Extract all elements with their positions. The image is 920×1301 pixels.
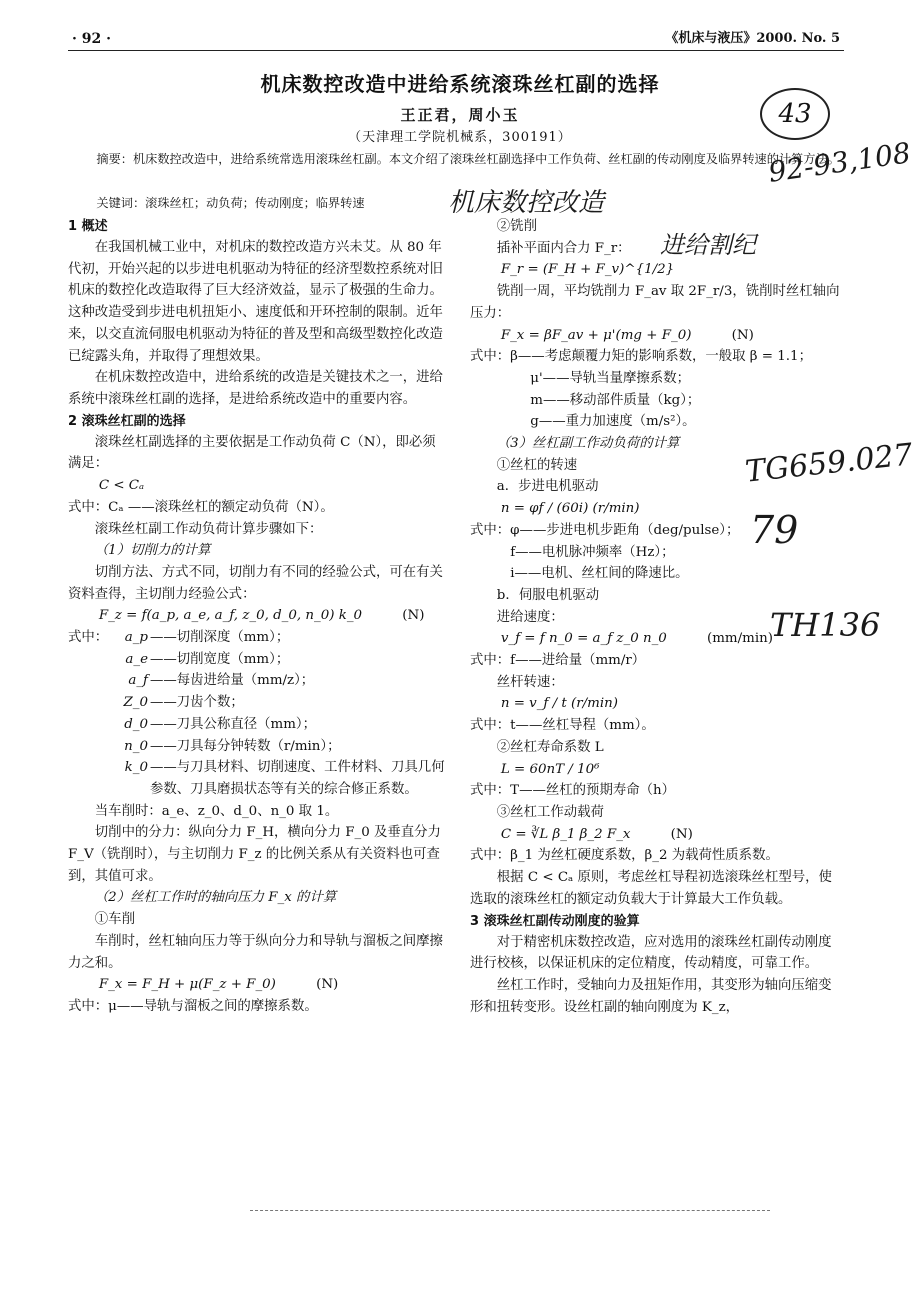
subsubsection-heading: ①丝杠的转速 xyxy=(496,457,578,473)
equation-text: v_f = f n_0 = a_f z_0 n_0 xyxy=(500,631,667,647)
handwritten-class-code-2: 79 xyxy=(750,508,799,552)
equation xyxy=(470,628,840,650)
variable-definition xyxy=(68,627,446,649)
subsubsection-heading: ②丝杠寿命系数 L xyxy=(496,739,604,755)
right-column xyxy=(470,216,840,1018)
variable-definition xyxy=(68,649,446,671)
variable-definition xyxy=(68,714,446,736)
definition: f——电机脉冲频率（Hz）； xyxy=(510,544,675,560)
definition: 式中：β_1 为丝杠硬度系数，β_2 为载荷性质系数。 xyxy=(470,848,779,864)
subsection-heading: （1）切削力的计算 xyxy=(94,543,211,559)
handwritten-note-2: 进给割纪 xyxy=(660,231,756,259)
where-label: 式中： xyxy=(68,630,109,646)
equation-text: F_x = F_H + μ(F_z + F_0) xyxy=(98,977,276,993)
definition: 式中：β——考虑颠覆力矩的影响系数，一般取 β = 1.1； xyxy=(470,349,812,365)
equation-unit: (N) xyxy=(402,608,425,624)
footer-scan-noise xyxy=(250,1210,770,1211)
paragraph: 铣削一周，平均铣削力 F_av 取 2F_r/3，铣削时丝杠轴向压力： xyxy=(470,284,840,321)
equation: L = 60nT / 10⁶ xyxy=(500,761,600,777)
variable-description: ——刀具每分钟转数（r/min）； xyxy=(150,738,341,754)
variable-symbol: a_f xyxy=(128,673,148,689)
variable-symbol: k_0 xyxy=(124,760,148,776)
definition: m——移动部件质量（kg）； xyxy=(530,392,701,408)
variable-symbol: Z_0 xyxy=(123,695,148,711)
equation-unit: (mm/min) xyxy=(707,631,773,647)
equation-text: F_z = f(a_p, a_e, a_f, z_0, d_0, n_0) k_0 xyxy=(98,608,363,624)
subsubsection-heading: ②铣削 xyxy=(496,219,537,234)
definition: g——重力加速度（m/s²）。 xyxy=(530,414,696,430)
variable-description: ——切削深度（mm）； xyxy=(150,630,290,646)
paragraph: 在我国机械工业中，对机床的数控改造方兴未艾。从 80 年代初，开始兴起的以步进电机驱动为特征的经济型数控系统对旧机床的数控化改造取得了巨大经济效益，显示了极强的生命力。这种改造受到步进电机扭矩小、速度低和开环控制的限制。近年来，以交直流伺服电机驱动为特征的普及型和高级型数控化改造已绽露头角，并取得了理想效果。 xyxy=(68,240,443,364)
subsubsection-heading: ③丝杠工作动载荷 xyxy=(496,804,604,820)
equation: n = v_f / t (r/min) xyxy=(500,696,619,712)
journal-name: 《机床与液压》2000. No. 5 xyxy=(665,31,840,46)
equation-text: C = ∛L β_1 β_2 F_x xyxy=(500,826,631,842)
variable-definition xyxy=(68,692,446,714)
paragraph: 丝杠工作时，受轴向力及扭矩作用，其变形为轴向压缩变形和扭转变形。设丝杠副的轴向刚度为 K_z， xyxy=(470,977,832,1015)
equation xyxy=(68,605,446,627)
equation: F_r = (F_H + F_v)^{1/2} xyxy=(500,262,675,278)
variable-symbol: n_0 xyxy=(124,738,148,754)
paragraph: 丝杆转速： xyxy=(496,674,564,690)
definition-text: Cₐ ——滚珠丝杠的额定动负荷（N）。 xyxy=(108,499,334,515)
variable-symbol: a_e xyxy=(125,651,148,667)
handwritten-class-code-1: TG659.027 xyxy=(743,437,915,490)
definition: 式中：t——丝杠导程（mm）。 xyxy=(470,718,655,734)
definition: 式中：T——丝杠的预期寿命（h） xyxy=(470,783,676,799)
paragraph: 插补平面内合力 F_r： xyxy=(496,240,631,256)
subsubsection-heading: ①车削 xyxy=(94,912,135,928)
paragraph: 滚珠丝杠副选择的主要依据是工作动负荷 C（N），即必须满足： xyxy=(68,434,436,472)
section-2-heading: 2 滚珠丝杠副的选择 xyxy=(68,413,186,429)
definition xyxy=(68,497,446,519)
authors: 王正君，周小玉 xyxy=(400,106,520,124)
left-column xyxy=(68,216,446,1018)
equation: n = φf / (60i) (r/min) xyxy=(500,501,640,517)
handwritten-class-code-3: TH136 xyxy=(770,606,881,644)
equation xyxy=(68,974,446,996)
definition: i——电机、丝杠间的降速比。 xyxy=(510,566,689,582)
header-rule xyxy=(68,50,844,51)
section-3-heading: 3 滚珠丝杠副传动刚度的验算 xyxy=(470,913,640,929)
subsection-heading: （3）丝杠副工作动负荷的计算 xyxy=(496,436,680,452)
variable-symbol: d_0 xyxy=(124,716,148,732)
paragraph: 当车削时：a_e、z_0、d_0、n_0 取 1。 xyxy=(94,803,339,819)
variable-definition xyxy=(68,757,446,800)
variable-description: ——刀具公称直径（mm）； xyxy=(150,716,316,732)
abstract: 摘要：机床数控改造中，进给系统常选用滚珠丝杠副。本文介绍了滚珠丝杠副选择中工作负荷、丝杠副的传动刚度及临界转速的计算方法。 xyxy=(96,152,840,166)
subsubsection-heading: b．伺服电机驱动 xyxy=(496,587,600,603)
variable-description: ——每齿进给量（mm/z）； xyxy=(150,673,315,689)
variable-description: ——与刀具材料、切削速度、工件材料、刀具几何参数、刀具磨损状态等有关的综合修正系数。 xyxy=(150,760,445,797)
equation-unit: (N) xyxy=(316,977,339,993)
paragraph: 在机床数控改造中，进给系统的改造是关键技术之一，进给系统中滚珠丝杠副的选择，是进给系统改造中的重要内容。 xyxy=(68,370,443,407)
keywords: 关键词：滚珠丝杠；动负荷；传动刚度；临界转速 xyxy=(96,196,365,210)
definition: 式中：μ——导轨与溜板之间的摩擦系数。 xyxy=(68,999,318,1014)
subsection-heading: （2）丝杠工作时的轴向压力 F_x 的计算 xyxy=(94,890,337,906)
page-number: · 92 · xyxy=(72,31,111,47)
affiliation: （天津理工学院机械系，300191） xyxy=(348,130,572,145)
handwritten-note-1: 机床数控改造 xyxy=(448,188,605,218)
equation-text: F_x = βF_av + μ'(mg + F_0) xyxy=(500,327,692,343)
paragraph: 根据 C < Cₐ 原则，考虑丝杠导程初选滚珠丝杠型号，使选取的滚珠丝杠的额定动负载大于计算最大工作负载。 xyxy=(470,870,832,907)
paper-title: 机床数控改造中进给系统滚珠丝杠副的选择 xyxy=(260,72,660,96)
section-1-heading: 1 概述 xyxy=(68,219,108,234)
equation xyxy=(470,824,840,846)
equation xyxy=(470,325,840,347)
variable-symbol: a_p xyxy=(124,630,148,646)
where-label: 式中： xyxy=(68,499,109,515)
equation-unit: (N) xyxy=(731,327,754,343)
paragraph: 滚珠丝杠副工作动负荷计算步骤如下： xyxy=(94,521,323,537)
paragraph: 切削方法、方式不同，切削力有不同的经验公式，可在有关资料查得，主切削力经验公式： xyxy=(68,564,443,602)
handwritten-page-code: 92-93,108 xyxy=(766,136,913,189)
paragraph: 切削中的分力：纵向分力 F_H，横向分力 F_0 及垂直分力 F_V（铣削时），与主切削力 F_z 的比例关系从有关资料也可查到，其值可求。 xyxy=(68,825,441,884)
definition: 式中：φ——步进电机步距角（deg/pulse）； xyxy=(470,522,740,538)
variable-description: ——刀齿个数； xyxy=(150,695,244,711)
paragraph: 车削时，丝杠轴向压力等于纵向分力和导轨与溜板之间摩擦力之和。 xyxy=(68,933,443,971)
circled-number-text: 43 xyxy=(778,99,812,129)
paragraph: 对于精密机床数控改造，应对选用的滚珠丝杠副传动刚度进行校核，以保证机床的定位精度，传动精度，可靠工作。 xyxy=(470,934,832,972)
definition: 式中：f——进给量（mm/r） xyxy=(470,653,646,669)
variable-description: ——切削宽度（mm）； xyxy=(150,651,290,667)
variable-definition xyxy=(68,670,446,692)
equation-unit: (N) xyxy=(670,826,693,842)
subsubsection-heading: a．步进电机驱动 xyxy=(496,479,599,495)
variable-definition xyxy=(68,736,446,758)
paragraph: 进给速度： xyxy=(496,609,564,625)
handwritten-circled-number xyxy=(760,88,830,140)
equation: C < Cₐ xyxy=(98,478,145,494)
definition: μ'——导轨当量摩擦系数； xyxy=(530,370,690,386)
